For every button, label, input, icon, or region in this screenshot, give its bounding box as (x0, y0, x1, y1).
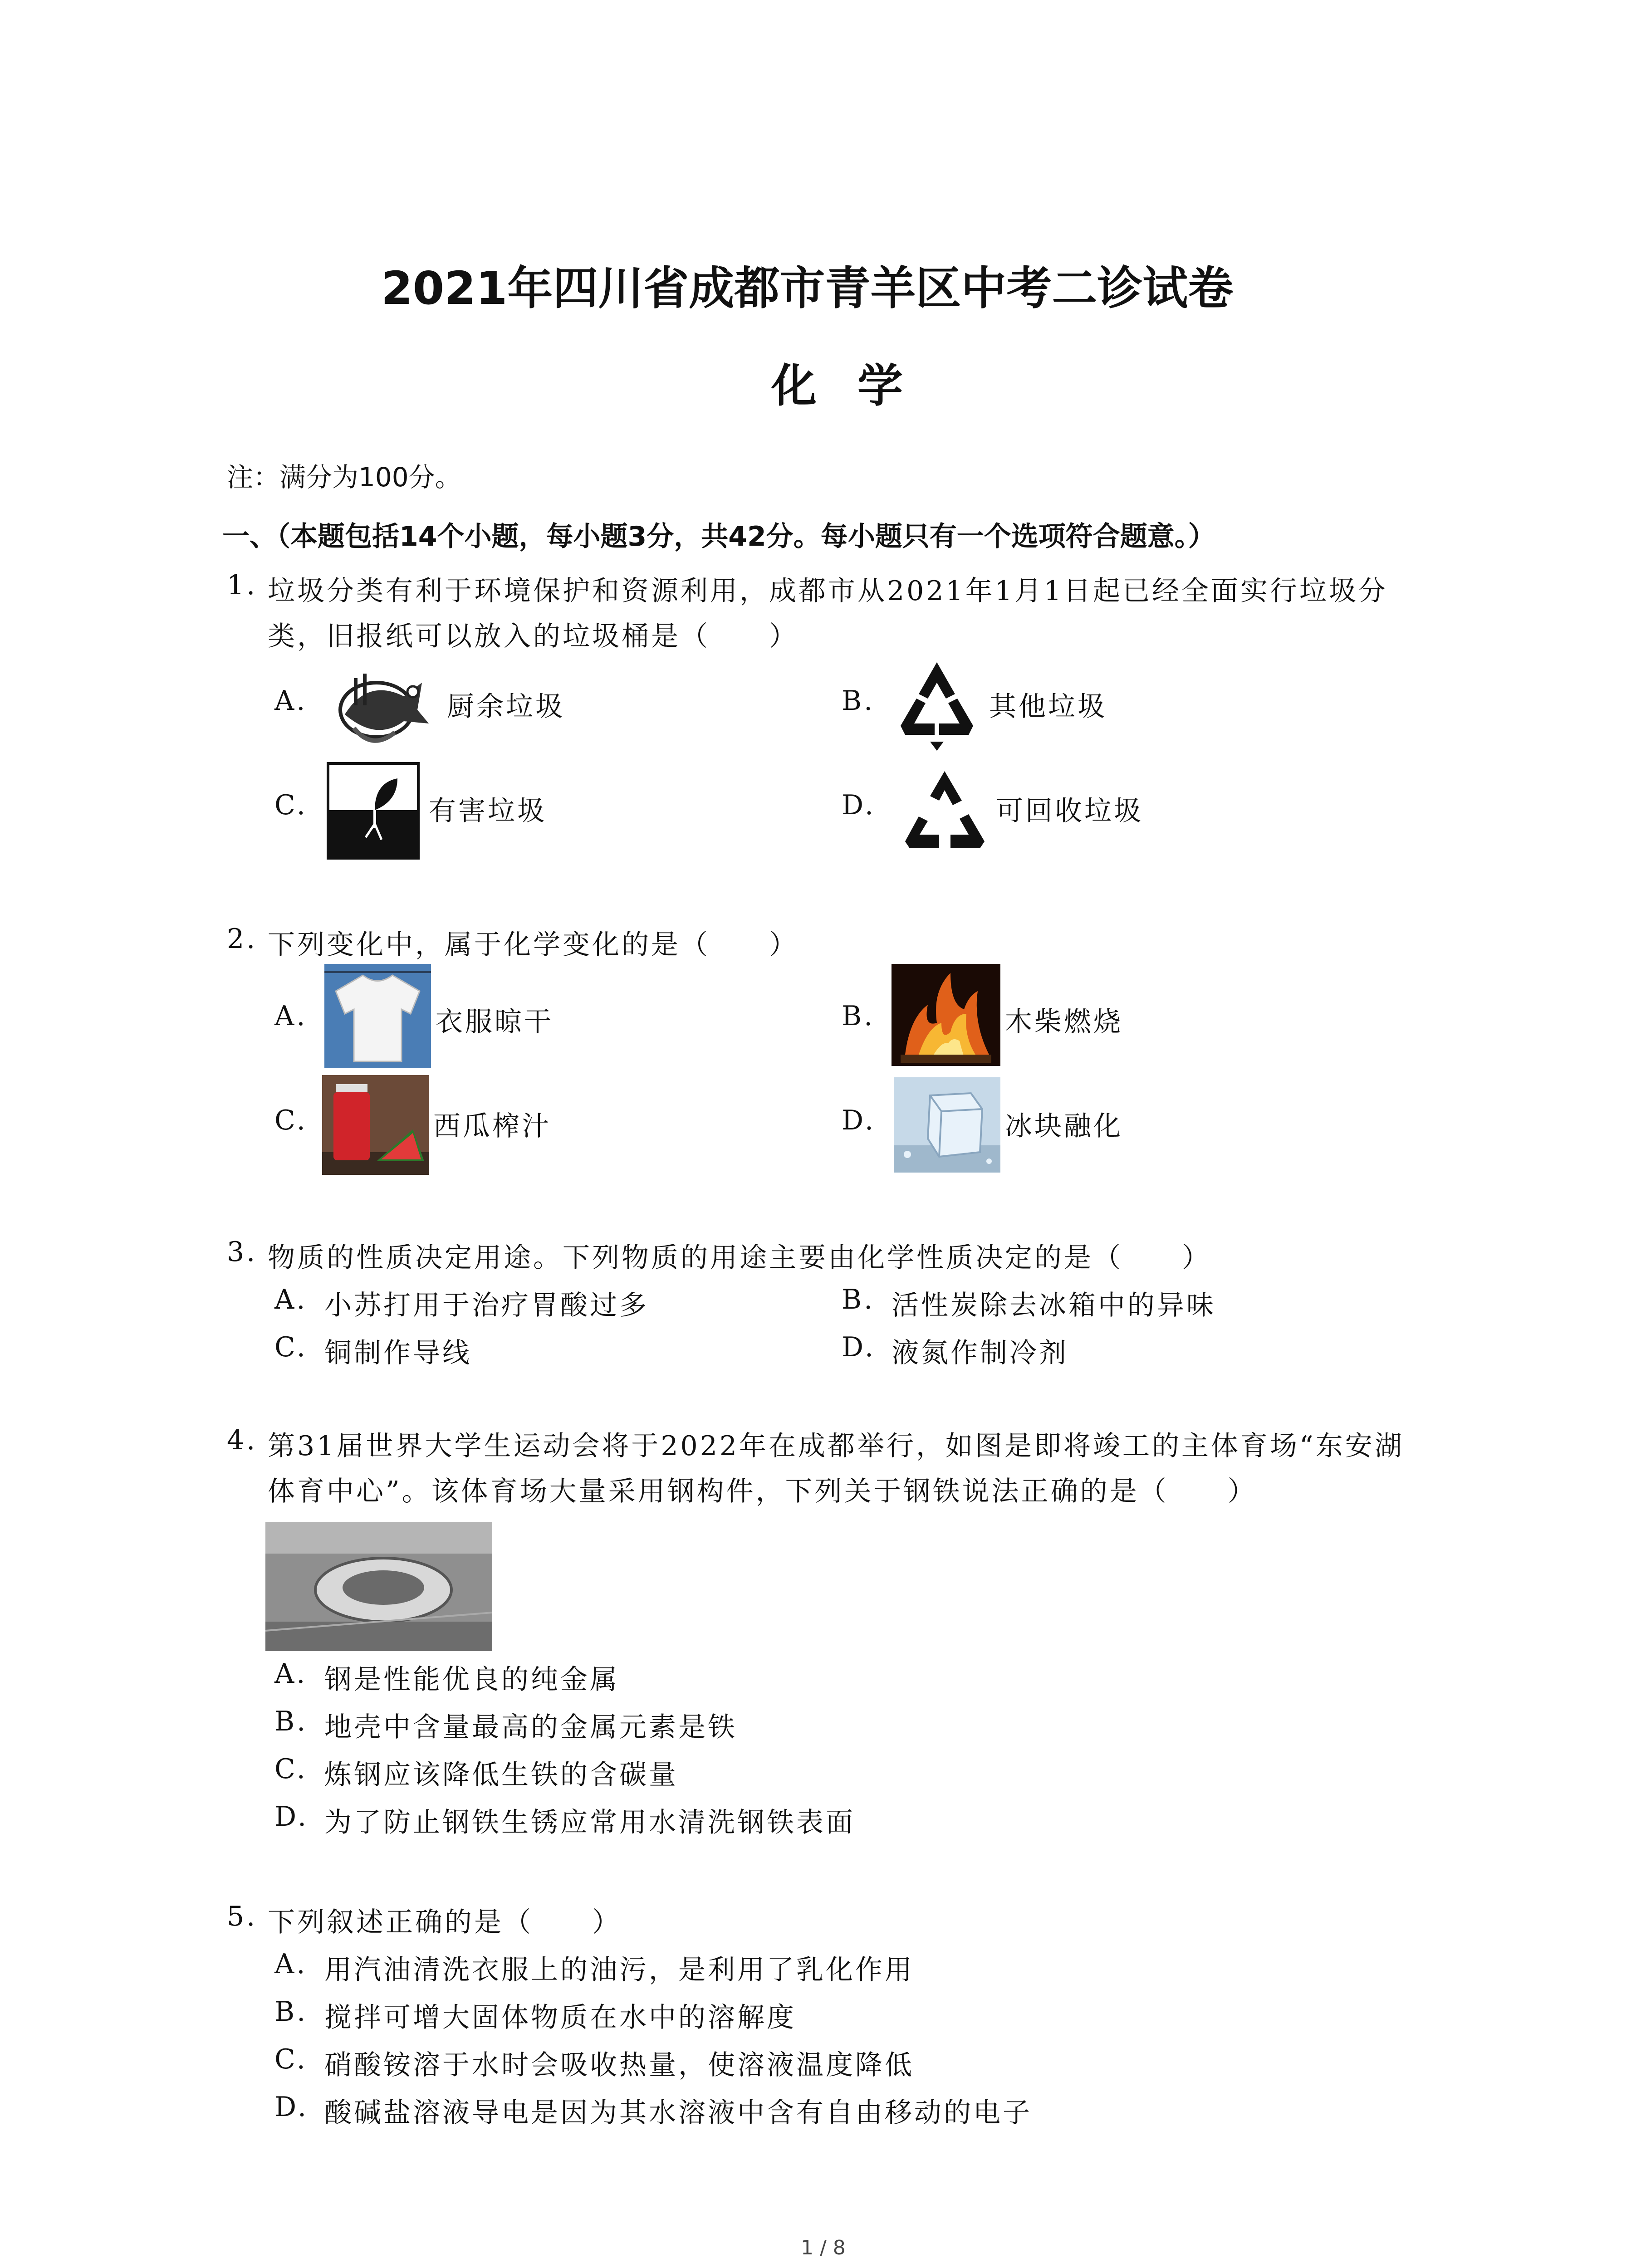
section-heading: 一、（本题包括14个小题，每小题3分，共42分。每小题只有一个选项符合题意。） (222, 521, 1215, 552)
option-letter: D. (842, 1331, 876, 1363)
option-letter: D. (274, 1801, 309, 1833)
question-number: 2. (227, 923, 258, 955)
fire-photo (892, 964, 1000, 1066)
option-text: 地壳中含量最高的金属元素是铁 (324, 1711, 737, 1743)
option-text: 冰块融化 (1005, 1110, 1123, 1142)
option-text: 厨余垃圾 (447, 691, 565, 723)
option-letter: A. (274, 1948, 308, 1980)
option-text: 搅拌可增大固体物质在水中的溶解度 (324, 2002, 796, 2033)
option-text: 铜制作导线 (324, 1337, 472, 1369)
question-number: 5. (227, 1901, 258, 1932)
question-stem-line: 下列变化中，属于化学变化的是（ ） (268, 929, 798, 961)
option-text: 炼钢应该降低生铁的含碳量 (324, 1759, 678, 1791)
question-number: 3. (227, 1236, 258, 1268)
recyclable-icon (896, 767, 994, 857)
option-text: 用汽油清洗衣服上的油污，是利用了乳化作用 (324, 1954, 914, 1986)
option-letter: C. (274, 1331, 308, 1363)
option-letter: C. (274, 789, 308, 821)
option-text: 木柴燃烧 (1005, 1006, 1123, 1038)
tshirt-photo (324, 964, 431, 1068)
option-letter: B. (274, 1996, 308, 2028)
option-text: 衣服晾干 (436, 1006, 554, 1038)
kitchen-waste-icon (327, 660, 440, 755)
subject-title: 化学 (771, 359, 944, 412)
option-text: 为了防止钢铁生锈应常用水清洗钢铁表面 (324, 1807, 855, 1838)
option-text: 西瓜榨汁 (433, 1110, 551, 1142)
page-number: 1 / 8 (801, 2236, 846, 2259)
question-stem-line: 物质的性质决定用途。下列物质的用途主要由化学性质决定的是（ ） (268, 1242, 1211, 1274)
question-stem-line: 体育中心”。该体育场大量采用钢构件，下列关于钢铁说法正确的是（ ） (268, 1476, 1257, 1507)
option-letter: C. (274, 1753, 308, 1785)
stadium-photo (265, 1522, 492, 1651)
option-letter: D. (842, 1105, 876, 1136)
option-text: 可回收垃圾 (996, 795, 1143, 827)
option-text: 其他垃圾 (989, 691, 1107, 723)
watermelon-juice-photo (322, 1075, 429, 1175)
question-stem-line: 垃圾分类有利于环境保护和资源利用，成都市从2021年1月1日起已经全面实行垃圾分 (268, 575, 1388, 607)
option-letter: C. (274, 2043, 308, 2075)
option-letter: B. (274, 1706, 308, 1737)
option-letter: B. (842, 685, 875, 717)
option-text: 液氮作制冷剂 (892, 1337, 1068, 1369)
other-waste-icon (892, 658, 982, 753)
option-letter: A. (274, 1658, 308, 1690)
option-letter: D. (274, 2091, 309, 2123)
option-letter: A. (274, 685, 308, 717)
question-stem-line: 下列叙述正确的是（ ） (268, 1906, 622, 1938)
option-letter: A. (274, 1000, 308, 1032)
option-letter: B. (842, 1000, 875, 1032)
option-letter: C. (274, 1105, 308, 1136)
option-text: 酸碱盐溶液导电是因为其水溶液中含有自由移动的电子 (324, 2097, 1032, 2129)
question-number: 1. (227, 569, 258, 601)
option-text: 有害垃圾 (429, 795, 547, 827)
option-letter: D. (842, 789, 876, 821)
option-text: 钢是性能优良的纯金属 (324, 1664, 619, 1696)
question-stem-line: 类，旧报纸可以放入的垃圾桶是（ ） (268, 621, 798, 652)
option-text: 小苏打用于治疗胃酸过多 (324, 1290, 649, 1321)
option-text: 活性炭除去冰箱中的异味 (892, 1290, 1216, 1321)
question-stem-line: 第31届世界大学生运动会将于2022年在成都举行，如图是即将竣工的主体育场“东安湖 (268, 1430, 1404, 1462)
ice-cube-photo (894, 1077, 1000, 1173)
question-number: 4. (227, 1424, 258, 1456)
exam-title: 2021年四川省成都市青羊区中考二诊试卷 (381, 262, 1234, 315)
option-letter: B. (842, 1284, 875, 1315)
hazardous-waste-icon (327, 762, 420, 860)
score-note: 注：满分为100分。 (227, 462, 461, 493)
option-letter: A. (274, 1284, 308, 1315)
option-text: 硝酸铵溶于水时会吸收热量，使溶液温度降低 (324, 2049, 914, 2081)
